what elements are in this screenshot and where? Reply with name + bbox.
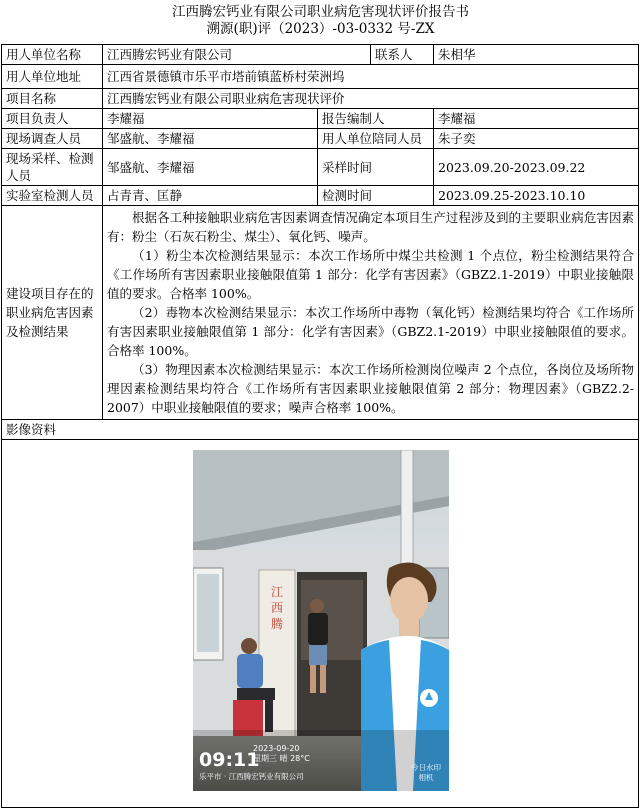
sampling-time-value: 2023.09.20-2023.09.22 [434,149,639,186]
watermark-time: 09:11 [199,749,260,771]
sampler-label: 现场采样、检测人员 [2,149,103,186]
report-title: 江西腾宏钙业有限公司职业病危害现状评价报告书 [172,4,469,20]
table-row [2,65,639,89]
project-label: 项目名称 [2,89,103,109]
employer-value: 江西腾宏钙业有限公司 [103,45,371,65]
sampling-time-label: 采样时间 [318,149,434,186]
results-paragraph-physical: （3）物理因素本次检测结果显示：本次工作场所检测岗位噪声 2 个点位，各岗位及场所物理因素检测结果均符合《工作场所有害因素职业接触限值第 2 部分：物理因素》（GBZ2.2-2007）中职业接触限值的要求；噪声合格率 100%。 [107,362,635,415]
door-sign-char: 西 [270,601,284,615]
report-info-table [1,44,639,808]
investigator-value: 邹盛航、李耀福 [103,129,318,149]
author-label: 报告编制人 [318,109,434,129]
results-paragraph-intro: 根据各工种接触职业病危害因素调查情况确定本项目生产过程涉及到的主要职业病危害因素有：粉尘（石灰石粉尘、煤尘）、氧化钙、噪声。 [107,210,635,244]
test-time-value: 2023.09.25-2023.10.10 [434,186,639,206]
site-photo-illustration [193,450,449,791]
address-value: 江西省景德镇市乐平市塔前镇蓝桥村荣洲坞 [103,65,639,89]
results-content [103,206,639,420]
table-row [2,420,639,440]
leader-value: 李耀福 [103,109,318,129]
lab-value: 占青青、匡静 [103,186,318,206]
table-row [2,89,639,109]
table-row [2,206,639,420]
employer-label: 用人单位名称 [2,45,103,65]
site-photo [193,450,449,791]
investigator-label: 现场调查人员 [2,129,103,149]
watermark-brand-line-1: 今日水印 [411,763,441,772]
photo-cell [2,440,639,808]
address-label: 用人单位地址 [2,65,103,89]
leader-label: 项目负责人 [2,109,103,129]
sampler-value: 邹盛航、李耀福 [103,149,318,186]
lab-label: 实验室检测人员 [2,186,103,206]
results-paragraph-dust: （1）粉尘本次检测结果显示：本次工作场所中煤尘共检测 1 个点位，粉尘检测结果符合《工作场所有害因素职业接触限值第 1 部分：化学有害因素》（GBZ2.1-2019）中职业接触限值的要求。合格率 100%。 [107,248,635,301]
test-time-label: 检测时间 [318,186,434,206]
watermark-brand-line-2: 相机 [418,773,434,782]
escort-label: 用人单位陪同人员 [318,129,434,149]
watermark-location: 乐平市 · 江西腾宏钙业有限公司 [199,772,304,781]
table-row [2,45,639,65]
table-row [2,186,639,206]
report-number: 溯源(职)评（2023）-03-0332 号-ZX [206,21,435,37]
author-value: 李耀福 [434,109,639,129]
table-row [2,129,639,149]
escort-value: 朱子奕 [434,129,639,149]
table-row [2,149,639,186]
watermark-brand [411,763,441,783]
images-label: 影像资料 [2,420,639,440]
table-row [2,440,639,808]
report-page [0,4,641,790]
contact-label: 联系人 [371,45,434,65]
door-sign-char: 腾 [270,617,284,631]
results-paragraph-toxic: （2）毒物本次检测结果显示：本次工作场所中毒物（氧化钙）检测结果均符合《工作场所有害因素职业接触限值第 1 部分：化学有害因素》（GBZ2.1-2019）中职业接触限值的要求。合格率 100%。 [107,305,635,358]
contact-value: 朱相华 [434,45,639,65]
watermark-date: 2023-09-20 [253,744,300,753]
results-label: 建设项目存在的职业病危害因素及检测结果 [2,206,103,420]
table-row [2,109,639,129]
door-sign-char: 江 [270,585,284,599]
project-value: 江西腾宏钙业有限公司职业病危害现状评价 [103,89,639,109]
watermark-weekday-weather: 星期三 晴 28°C [253,754,310,763]
